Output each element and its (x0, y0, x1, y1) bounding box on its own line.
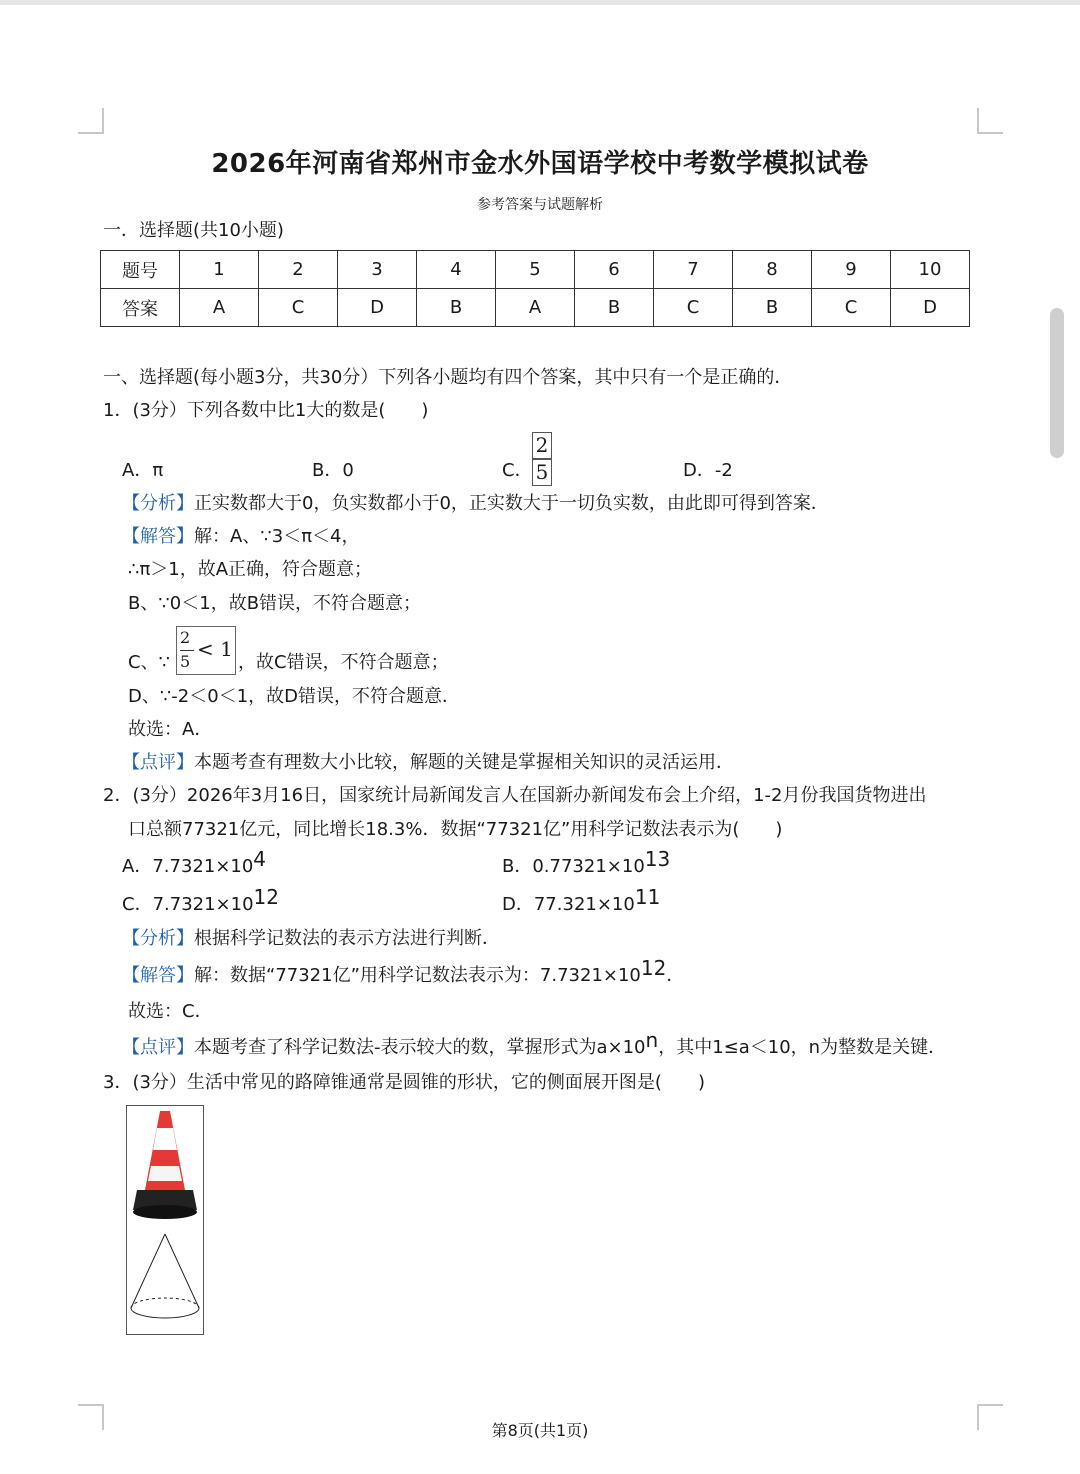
table-cell: 5 (496, 251, 575, 289)
option-text: A．7.7321×10 (122, 856, 254, 877)
table-cell: B (417, 289, 496, 327)
q2-option-a (122, 847, 267, 879)
option-text: D．77.321×10 (502, 894, 635, 915)
inequality-denominator: 5 (180, 652, 191, 671)
q3-stem: 3．(3分）生活中常见的路障锥通常是圆锥的形状，它的侧面展开图是( ) (103, 1072, 705, 1093)
table-row-label: 答案 (101, 289, 180, 327)
table-cell: D (338, 289, 417, 327)
analysis-text: 根据科学记数法的表示方法进行判断． (194, 928, 500, 949)
solution-tag: 【解答】 (122, 526, 194, 547)
table-cell: 3 (338, 251, 417, 289)
comment-text: 本题考查了科学记数法-表示较大的数，掌握形式为a×10 (194, 1037, 646, 1058)
q1-choose: 故选：A． (128, 719, 213, 740)
table-cell: C (654, 289, 733, 327)
q1-inequality-image (176, 626, 236, 675)
q1-option-d: D．-2 (683, 460, 733, 481)
inequality-numerator: 2 (180, 628, 191, 647)
q1-solution-line2: ∴π＞1，故A正确，符合题意； (128, 559, 373, 580)
q1-solution-line4-prefix: C、∵ (128, 652, 171, 673)
q1-option-b: B．0 (312, 460, 354, 481)
q2-analysis (122, 927, 500, 951)
q1-option-c-numerator: 2 (532, 432, 552, 459)
comment-text-end: ，其中1≤a＜10，n为整数是关键． (658, 1037, 947, 1058)
q2-option-b (502, 847, 671, 879)
table-cell: 10 (891, 251, 970, 289)
solution-tag: 【解答】 (122, 965, 194, 986)
top-edge-bar (0, 0, 1080, 5)
analysis-text: 正实数都大于0，负实数都小于0，正实数大于一切负实数，由此即可得到答案． (194, 493, 829, 514)
cone-base-shadow (133, 1205, 197, 1219)
table-cell: B (733, 289, 812, 327)
crop-mark-top-left (78, 108, 104, 134)
cone-stripe-lower (148, 1166, 182, 1181)
q2-solution (122, 956, 685, 988)
table-cell: A (496, 289, 575, 327)
exponent: n (645, 1028, 659, 1052)
q1-analysis (122, 492, 829, 516)
scrollbar-thumb[interactable] (1050, 308, 1064, 458)
q1-option-c-denominator: 5 (532, 459, 552, 486)
table-row-label: 题号 (101, 251, 180, 289)
table-cell: C (812, 289, 891, 327)
solution-text: 解：A、∵3＜π＜4， (194, 526, 360, 547)
comment-tag: 【点评】 (122, 752, 194, 773)
table-cell: 9 (812, 251, 891, 289)
cone-stripe-upper (153, 1128, 177, 1150)
q2-comment (122, 1028, 947, 1060)
option-text: C．7.7321×10 (122, 894, 254, 915)
page-number: 第8页(共1页) (491, 1421, 589, 1440)
cone-base-front (131, 1308, 199, 1318)
comment-text: 本题考查有理数大小比较，解题的关键是掌握相关知识的灵活运用． (194, 752, 734, 773)
q1-option-a: A．π (122, 460, 164, 481)
table-cell: 7 (654, 251, 733, 289)
traffic-cone-figure (126, 1105, 204, 1335)
table-cell: C (259, 289, 338, 327)
inequality-rhs: < 1 (197, 637, 233, 661)
section-heading: 一．选择题(共10小题) (103, 220, 284, 241)
answer-table-row-numbers (101, 251, 970, 289)
table-cell: A (180, 289, 259, 327)
q1-solution-line4-suffix: ，故C错误，不符合题意； (238, 652, 449, 673)
table-cell: 1 (180, 251, 259, 289)
q1-solution-line3: B、∵0＜1，故B错误，不符合题意； (128, 593, 422, 614)
analysis-tag: 【分析】 (122, 928, 194, 949)
q1-solution-line5: D、∵-2＜0＜1，故D错误，不符合题意． (128, 686, 461, 707)
q1-option-c: C． (502, 460, 533, 481)
option-text: B．0.77321×10 (502, 856, 645, 877)
fraction-bar (180, 650, 194, 651)
exponent: 4 (253, 847, 267, 871)
answer-table-row-answers (101, 289, 970, 327)
table-cell: 8 (733, 251, 812, 289)
analysis-tag: 【分析】 (122, 493, 194, 514)
comment-tag: 【点评】 (122, 1037, 194, 1058)
table-cell: D (891, 289, 970, 327)
q1-comment (122, 751, 734, 775)
table-cell: 6 (575, 251, 654, 289)
q2-stem-line1: 2．(3分）2026年3月16日，国家统计局新闻发言人在国新办新闻发布会上介绍，1-2月份我国货物进出 (103, 785, 927, 806)
exponent: 12 (640, 956, 667, 980)
exponent: 11 (634, 885, 661, 909)
exponent: 13 (644, 847, 671, 871)
document-subtitle: 参考答案与试题解析 (477, 197, 603, 213)
answer-table (100, 250, 970, 327)
traffic-cone-illustration (127, 1106, 203, 1334)
q2-option-c (122, 885, 279, 917)
solution-end: ． (666, 965, 685, 986)
section-intro: 一、选择题(每小题3分，共30分）下列各小题均有四个答案，其中只有一个是正确的． (103, 367, 793, 388)
q2-stem-line2: 口总额77321亿元，同比增长18.3%．数据“77321亿”用科学记数法表示为( ) (128, 819, 783, 840)
table-cell: B (575, 289, 654, 327)
cone-base-back (131, 1298, 199, 1308)
q2-choose: 故选：C． (128, 1001, 213, 1022)
q2-option-d (502, 885, 661, 917)
document-title: 2026年河南省郑州市金水外国语学校中考数学模拟试卷 (211, 149, 869, 179)
cone-right-edge (165, 1234, 199, 1308)
exponent: 12 (253, 885, 279, 909)
solution-text: 解：数据“77321亿”用科学记数法表示为：7.7321×10 (194, 965, 641, 986)
q1-stem: 1．(3分）下列各数中比1大的数是( ) (103, 400, 429, 421)
table-cell: 4 (417, 251, 496, 289)
q1-solution (122, 525, 360, 549)
crop-mark-top-right (977, 108, 1003, 134)
cone-left-edge (131, 1234, 165, 1308)
table-cell: 2 (259, 251, 338, 289)
